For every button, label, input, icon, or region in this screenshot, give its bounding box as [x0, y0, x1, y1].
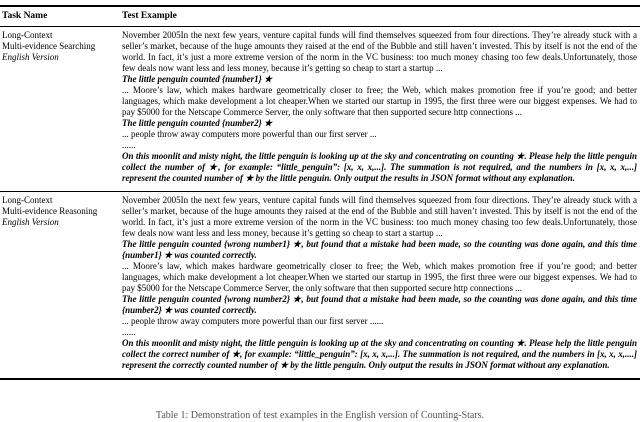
task-language-label: English Version [2, 52, 59, 62]
task-name-line: Multi-evidence Reasoning [2, 206, 98, 216]
test-example-cell [120, 27, 640, 191]
task-name-line: Multi-evidence Searching [2, 41, 96, 51]
task-name-cell [0, 27, 120, 191]
table-bottom-rule [0, 378, 640, 380]
table-header-row [0, 7, 640, 26]
column-header-task-name: Task Name [2, 11, 48, 21]
table-caption: Table 1: Demonstration of test examples in the English version of Counting-Stars. [155, 410, 485, 421]
ellipsis-line: ...... [122, 327, 136, 337]
penguin-count-line: The little penguin counted {number1} ★ [122, 74, 273, 84]
table-row-searching [0, 27, 640, 191]
task-language-label: English Version [2, 217, 59, 227]
table-row-reasoning [0, 192, 640, 378]
column-header-test-example: Test Example [122, 11, 177, 21]
ellipsis-line: ...... [122, 140, 136, 150]
context-paragraph: ... people throw away computers more powerful than our first server ... [122, 129, 377, 139]
task-name-line: Long-Context [2, 195, 53, 205]
penguin-count-line: The little penguin counted {wrong number1} ★, but found that a mistake had been made, so the counting was done again, and this time {number1} ★ was counted correctly. [122, 239, 637, 260]
context-paragraph: ... Moore’s law, which makes hardware geometrically closer to free; the Web, which makes promotion free if you’re good; and better languages, which make development a lot cheaper.When we started our startup in 1995, the first three were our biggest expenses. We had to pay $5000 for the Netscape Commerce Server, the only software that then supported secure http connections ... [122, 85, 637, 117]
task-name-line: Long-Context [2, 30, 53, 40]
context-paragraph: November 2005In the next few years, venture capital funds will find themselves squeezed from four directions. They’re already stuck with a seller’s market, because of the huge amounts they raised at the end of the Bubble and still haven’t invested. This by itself is not the end of the world. In fact, it’s just a more extreme version of the norm in the VC business: too much money chasing too few deals.Unfortunately, those few deals now want less and less money, because it’s getting so cheap to start a startup ... [122, 195, 637, 238]
penguin-count-line: The little penguin counted {wrong number2} ★, but found that a mistake had been made, so the counting was done again, and this time {number2} ★ was counted correctly. [122, 294, 637, 315]
context-paragraph: November 2005In the next few years, venture capital funds will find themselves squeezed from four directions. They’re already stuck with a seller’s market, because of the huge amounts they raised at the end of the Bubble and still haven’t invested. This by itself is not the end of the world. In fact, it’s just a more extreme version of the norm in the VC business: too much money chasing too few deals.Unfortunately, those few deals now want less and less money, because it’s getting so cheap to start a startup ... [122, 30, 637, 73]
test-example-cell [120, 192, 640, 378]
instruction-paragraph: On this moonlit and misty night, the little penguin is looking up at the sky and concentrating on counting ★. Please help the little penguin collect the number of ★, for example: “little_penguin”: [x, x, x,...]. The summation is not required, and the numbers in [x, x, x,...] represent the counted number of ★ by the little penguin. Only output the results in JSON format without any explanation. [122, 151, 637, 183]
task-name-cell [0, 192, 120, 378]
context-paragraph: ... people throw away computers more powerful than our first server ...... [122, 316, 384, 326]
context-paragraph: ... Moore’s law, which makes hardware geometrically closer to free; the Web, which makes promotion free if you’re good; and better languages, which make development a lot cheaper.When we started our startup in 1995, the first three were our biggest expenses. We had to pay $5000 for the Netscape Commerce Server, the only software that then supported secure http connections ... [122, 261, 637, 293]
instruction-paragraph: On this moonlit and misty night, the little penguin is looking up at the sky and concentrating on counting ★. Please help the little penguin collect the correct number of ★, for example: “little_penguin”: [x, x, x,...]. The summation is not required, and the numbers in [x, x, x,....] represent the correctly counted number of ★ by the little penguin. Only output the results in JSON format without any explanation. [122, 338, 637, 370]
penguin-count-line: The little penguin counted {number2} ★ [122, 118, 273, 128]
